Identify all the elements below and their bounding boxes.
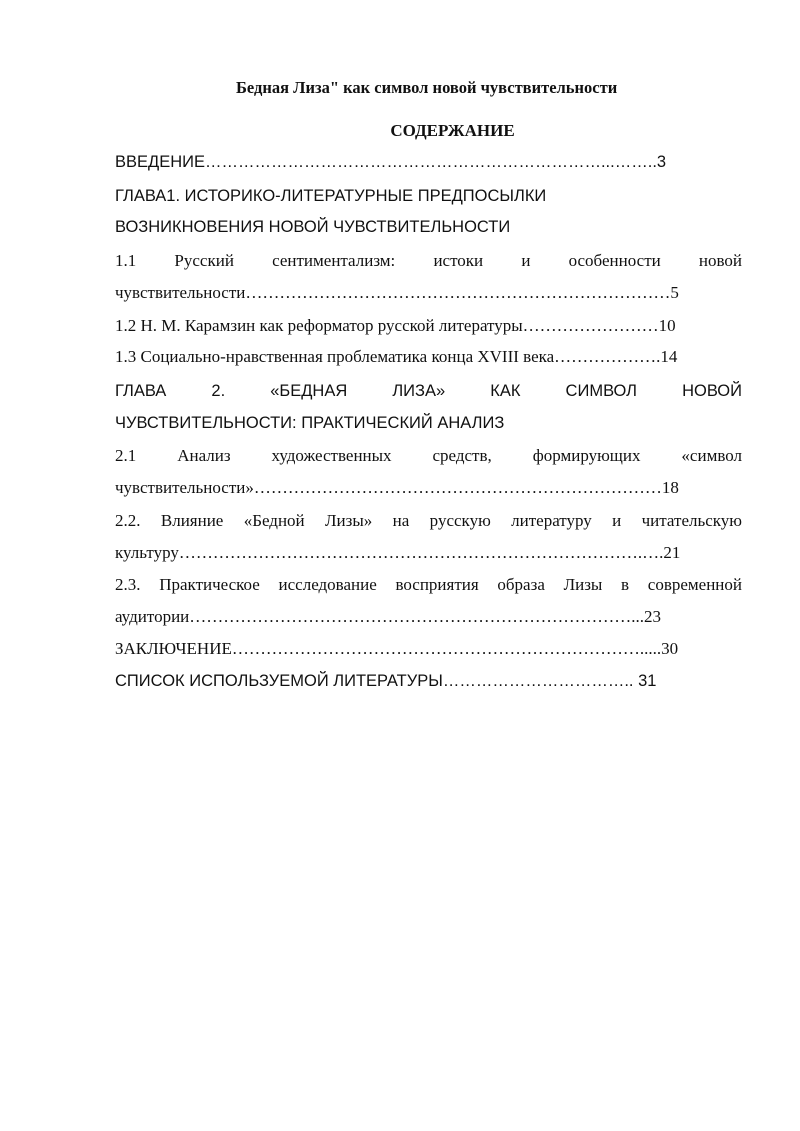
toc-entry-chapter-1-line-1: ГЛАВА1. ИСТОРИКО-ЛИТЕРАТУРНЫЕ ПРЕДПОСЫЛКИ [115, 187, 547, 205]
document-title: Бедная Лиза" как символ новой чувствительности [236, 78, 618, 97]
toc-entry-2-1-line-1: 2.1 Анализ художественных средств, формирующих «символ [115, 446, 742, 465]
toc-entry-2-2-line-1: 2.2. Влияние «Бедной Лизы» на русскую литературу и читательскую [115, 511, 742, 530]
toc-entry-2-3-line-1: 2.3. Практическое исследование восприятия образа Лизы в современной [115, 575, 742, 594]
toc-entry-2-3-line-2: аудитории……………………………………………………………………...23 [115, 607, 662, 626]
toc-entry-1-2: 1.2 Н. М. Карамзин как реформатор русской литературы……………………10 [115, 316, 676, 335]
toc-entry-2-2-line-2: культуру……………………………………………………………………….….21 [115, 543, 681, 562]
toc-entry-2-1-line-2: чувствительности»………………………………………………………………18 [115, 478, 679, 497]
toc-entry-1-3: 1.3 Социально-нравственная проблематика конца XVIII века……………….14 [115, 347, 678, 366]
toc-heading: СОДЕРЖАНИЕ [390, 121, 515, 140]
toc-entry-1-1-line-1: 1.1 Русский сентиментализм: истоки и особенности новой [115, 251, 742, 270]
toc-entry-chapter-2-line-2: ЧУВСТВИТЕЛЬНОСТИ: ПРАКТИЧЕСКИЙ АНАЛИЗ [115, 414, 505, 432]
toc-entry-bibliography: СПИСОК ИСПОЛЬЗУЕМОЙ ЛИТЕРАТУРЫ…………………………….. 31 [115, 672, 657, 690]
toc-entry-introduction: ВВЕДЕНИЕ………………………………………………………………...……..3 [115, 153, 667, 171]
toc-entry-chapter-2-line-1: ГЛАВА 2. «БЕДНАЯ ЛИЗА» КАК СИМВОЛ НОВОЙ [115, 382, 742, 400]
toc-entry-conclusion: ЗАКЛЮЧЕНИЕ……………………………………………………………….....30 [115, 639, 679, 658]
toc-entry-1-1-line-2: чувствительности…………………………………………………………………5 [115, 283, 679, 302]
toc-entry-chapter-1-line-2: ВОЗНИКНОВЕНИЯ НОВОЙ ЧУВСТВИТЕЛЬНОСТИ [115, 218, 511, 236]
